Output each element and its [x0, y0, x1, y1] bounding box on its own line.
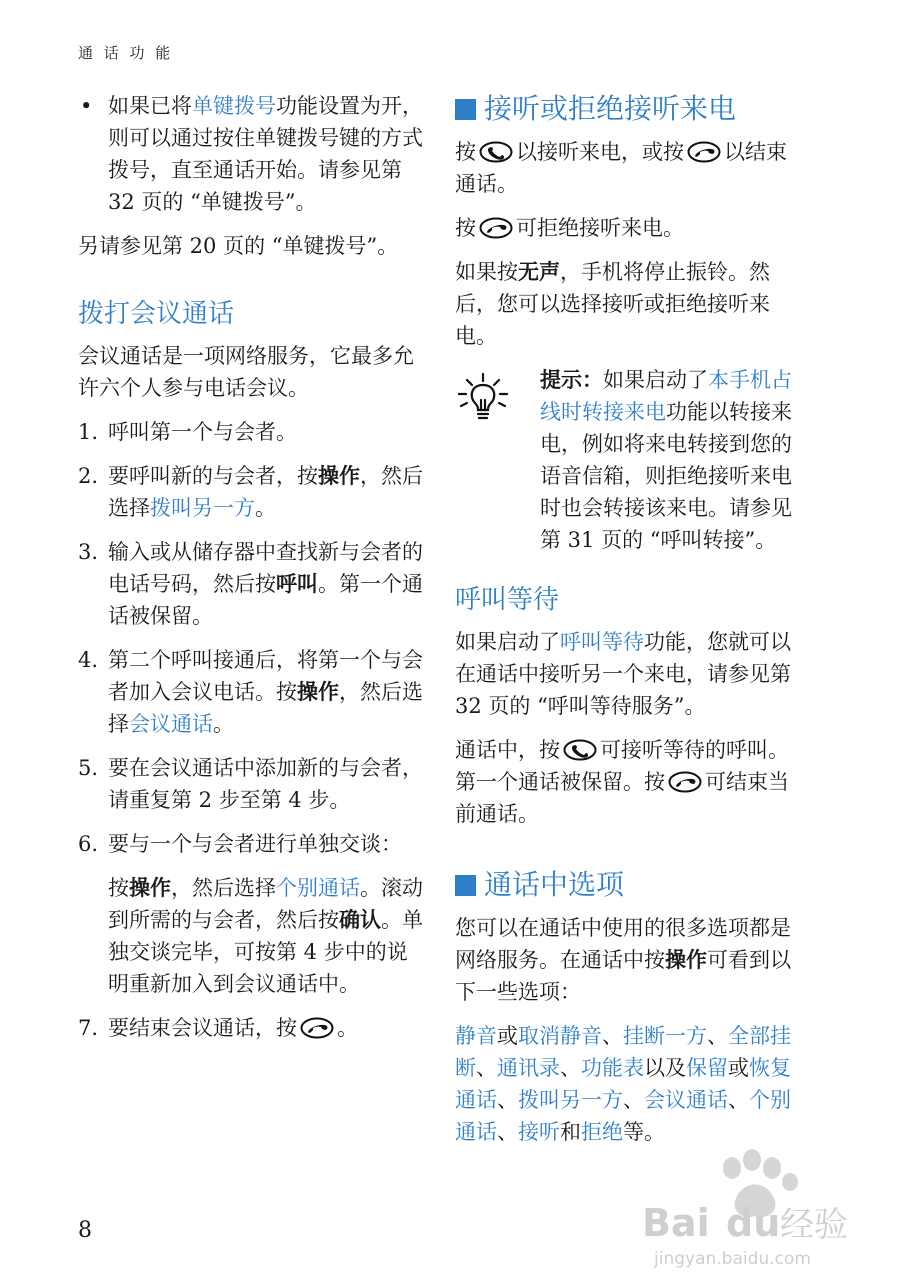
end-key-icon	[668, 771, 702, 793]
text: 、	[707, 1024, 728, 1048]
running-head: 通 话 功 能	[78, 44, 174, 62]
text: 可拒绝接听来电。	[516, 216, 684, 240]
step-number: 4.	[78, 648, 99, 672]
text: 、	[602, 1024, 623, 1048]
text: 如果按	[455, 260, 518, 284]
text: 或	[728, 1056, 749, 1080]
link-private-call[interactable]: 个别通话	[276, 876, 360, 900]
text: 。单独交谈完毕，可按第 4 步中的说明重新加入到会议通话中。	[108, 908, 423, 996]
text: 如果启动了	[455, 630, 560, 654]
text: 、	[497, 1088, 518, 1112]
link-end-all[interactable]: 全部挂断	[455, 1024, 791, 1080]
text: 呼叫第一个与会者。	[108, 420, 297, 444]
text: 和	[560, 1120, 581, 1144]
text: 要结束会议通话，按	[108, 1016, 297, 1040]
answer-paragraph-1	[455, 136, 805, 200]
link-resume[interactable]: 恢复通话	[455, 1056, 791, 1112]
step-item	[78, 536, 423, 632]
text: 、	[623, 1088, 644, 1112]
end-key-icon	[687, 141, 721, 163]
link-end-one[interactable]: 挂断一方	[623, 1024, 707, 1048]
conference-heading: 拨打会议通话	[78, 299, 235, 329]
answer-heading	[455, 90, 805, 128]
link-answer[interactable]: 接听	[518, 1120, 560, 1144]
link-dial-other-party[interactable]: 拨叫另一方	[150, 496, 255, 520]
softkey-call: 呼叫	[276, 571, 318, 596]
call-key-icon	[563, 739, 597, 761]
link-conference[interactable]: 会议通话	[129, 712, 213, 736]
link-menu[interactable]: 功能表	[581, 1056, 644, 1080]
text: 等。	[623, 1120, 665, 1144]
text: 。滚动到所需的与会者，然后按	[108, 876, 423, 932]
text: 。第一个通话被保留。	[108, 572, 423, 628]
heading-text: 接听或拒绝接听来电	[484, 92, 737, 125]
text: 、	[560, 1056, 581, 1080]
text: 以及	[644, 1056, 686, 1080]
text: 以结束通话。	[455, 140, 787, 196]
step-item	[78, 752, 423, 816]
waiting-heading: 呼叫等待	[455, 585, 560, 615]
link-reject[interactable]: 拒绝	[581, 1120, 623, 1144]
conference-intro: 会议通话是一项网络服务，它最多允许六个人参与电话会议。	[78, 344, 414, 400]
text: 或	[497, 1024, 518, 1048]
link-one-touch-dialing[interactable]: 单键拨号	[192, 94, 276, 118]
answer-paragraph-2	[455, 212, 805, 244]
heading-text: 通话中选项	[484, 868, 625, 901]
text: 如果已将	[108, 94, 192, 118]
step-number: 2.	[78, 464, 99, 488]
text: 要在会议通话中添加新的与会者，请重复第 2 步至第 4 步。	[108, 756, 423, 812]
text: 输入或从储存器中查找新与会者的电话号码，然后按	[108, 540, 423, 596]
link-mute[interactable]: 静音	[455, 1024, 497, 1048]
link-hold[interactable]: 保留	[686, 1056, 728, 1080]
text: 要与一个与会者进行单独交谈：	[108, 832, 402, 856]
softkey-options: 操作	[665, 947, 707, 972]
options-heading	[455, 866, 805, 904]
text: 。	[213, 712, 234, 736]
step-number: 3.	[78, 540, 99, 564]
text: ，然后选择	[108, 464, 423, 520]
step-number: 1.	[78, 420, 99, 444]
watermark-brand: Bai	[642, 1201, 710, 1245]
heading-square-icon	[455, 99, 476, 120]
text: 、	[497, 1120, 518, 1144]
step-sub-paragraph	[108, 872, 423, 1000]
step-item	[78, 416, 423, 448]
text: 、	[476, 1056, 497, 1080]
conference-steps	[78, 416, 423, 1044]
link-contacts[interactable]: 通讯录	[497, 1056, 560, 1080]
step-number: 5.	[78, 756, 99, 780]
text: 。	[337, 1016, 358, 1040]
text: 功能以转接来电，例如将来电转接到您的语音信箱，则拒绝接听来电时也会转接该来电。请参见第 31 页的 “呼叫转接”。	[540, 400, 792, 552]
link-unmute[interactable]: 取消静音	[518, 1024, 602, 1048]
text: 如果启动了	[603, 368, 708, 392]
tip-text	[540, 364, 805, 556]
lightbulb-icon	[455, 370, 511, 426]
step-item	[78, 644, 423, 740]
text: 功能，您就可以在通话中接听另一个来电，请参见第 32 页的 “呼叫等待服务”。	[455, 630, 791, 718]
text: 第二个呼叫接通后，将第一个与会者加入会议电话。按	[108, 648, 423, 704]
text: 以接听来电，或按	[516, 140, 684, 164]
link-divert-when-busy[interactable]: 本手机占线时转接来电	[540, 368, 792, 424]
softkey-options: 操作	[318, 463, 360, 488]
tip-label: 提示：	[540, 367, 603, 392]
step-item	[78, 460, 423, 524]
tip-box	[455, 364, 805, 556]
text: 通话中，按	[455, 738, 560, 762]
text: ，然后选择	[171, 876, 276, 900]
text: 功能设置为开，则可以通过按住单键拨号键的方式拨号，直至通话开始。请参见第 32 页的 “单键拨号”。	[108, 94, 423, 214]
softkey-options: 操作	[129, 875, 171, 900]
call-key-icon	[479, 141, 513, 163]
text: 按	[455, 216, 476, 240]
end-key-icon	[479, 217, 513, 239]
options-paragraph-1	[455, 912, 805, 1008]
softkey-silence: 无声	[518, 259, 560, 284]
watermark-brand-2: du	[726, 1201, 781, 1245]
text: 可看到以下一些选项：	[455, 948, 791, 1004]
step-number: 7.	[78, 1016, 99, 1040]
watermark-url: jingyan.baidu.com	[654, 1249, 811, 1269]
step-number: 6.	[78, 832, 99, 856]
text: ，然后选择	[108, 680, 423, 736]
text: 。	[255, 496, 276, 520]
see-also: 另请参见第 20 页的 “单键拨号”。	[78, 234, 399, 258]
text: 、	[728, 1088, 749, 1112]
answer-paragraph-3	[455, 256, 805, 352]
waiting-paragraph-1	[455, 626, 805, 722]
step-item	[78, 828, 423, 1000]
text: 可接听等待的呼叫。第一个通话被保留。按	[455, 738, 789, 794]
left-column	[78, 90, 423, 1056]
end-key-icon	[300, 1017, 334, 1039]
page-number: 8	[78, 1218, 92, 1243]
heading-square-icon	[455, 875, 476, 896]
softkey-options: 操作	[297, 679, 339, 704]
link-conference[interactable]: 会议通话	[644, 1088, 728, 1112]
link-call-waiting[interactable]: 呼叫等待	[560, 630, 644, 654]
link-dial-other-party[interactable]: 拨叫另一方	[518, 1088, 623, 1112]
step-item	[78, 1012, 423, 1044]
text: ，手机将停止振铃。然后，您可以选择接听或拒绝接听来电。	[455, 260, 770, 348]
bullet-list	[78, 90, 423, 218]
watermark-cn: 经验	[780, 1205, 848, 1245]
bullet-item	[78, 90, 423, 218]
text: 要呼叫新的与会者，按	[108, 464, 318, 488]
options-list	[455, 1020, 805, 1148]
softkey-ok: 确认	[339, 907, 381, 932]
baidu-watermark	[640, 1140, 880, 1270]
text: 可结束当前通话。	[455, 770, 789, 826]
text: 按	[108, 876, 129, 900]
text: 您可以在通话中使用的很多选项都是网络服务。在通话中按	[455, 916, 791, 972]
text: 按	[455, 140, 476, 164]
link-private-call[interactable]: 个别通话	[455, 1088, 791, 1144]
right-column	[455, 90, 805, 1160]
waiting-paragraph-2	[455, 734, 805, 830]
